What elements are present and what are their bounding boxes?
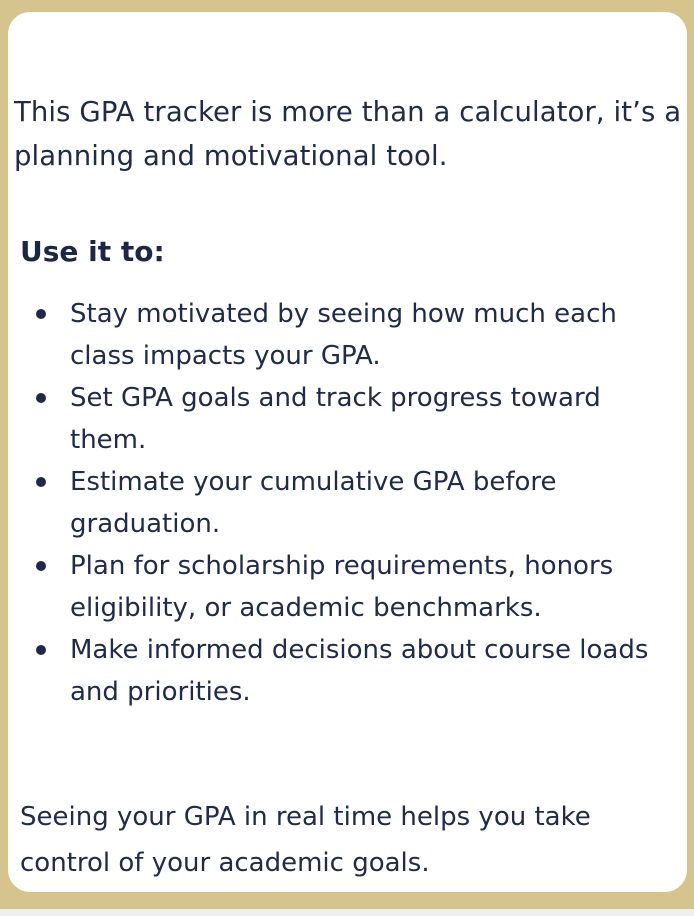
list-item [8,545,687,629]
bullet-icon [36,477,46,487]
list-item-text: Stay motivated by seeing how much each class impacts your GPA. [70,299,617,371]
section-heading: Use it to: [20,235,165,268]
info-card [8,12,687,892]
list-item-text: Set GPA goals and track progress toward them. [70,383,601,455]
bullet-icon [36,561,46,571]
intro-text: This GPA tracker is more than a calculator, it’s a planning and motivational tool. [14,96,682,172]
bullet-icon [36,645,46,655]
bullet-icon [36,309,46,319]
list-item [8,461,687,545]
outro-text: Seeing your GPA in real time helps you take control of your academic goals. [20,802,591,878]
list-item [8,377,687,461]
bottom-strip [0,909,694,916]
benefits-list [8,293,687,713]
list-item [8,629,687,713]
bullet-icon [36,393,46,403]
list-item-text: Make informed decisions about course loads and priorities. [70,635,649,707]
list-item [8,293,687,377]
list-item-text: Plan for scholarship requirements, honors eligibility, or academic benchmarks. [70,551,614,623]
list-item-text: Estimate your cumulative GPA before graduation. [70,467,557,539]
